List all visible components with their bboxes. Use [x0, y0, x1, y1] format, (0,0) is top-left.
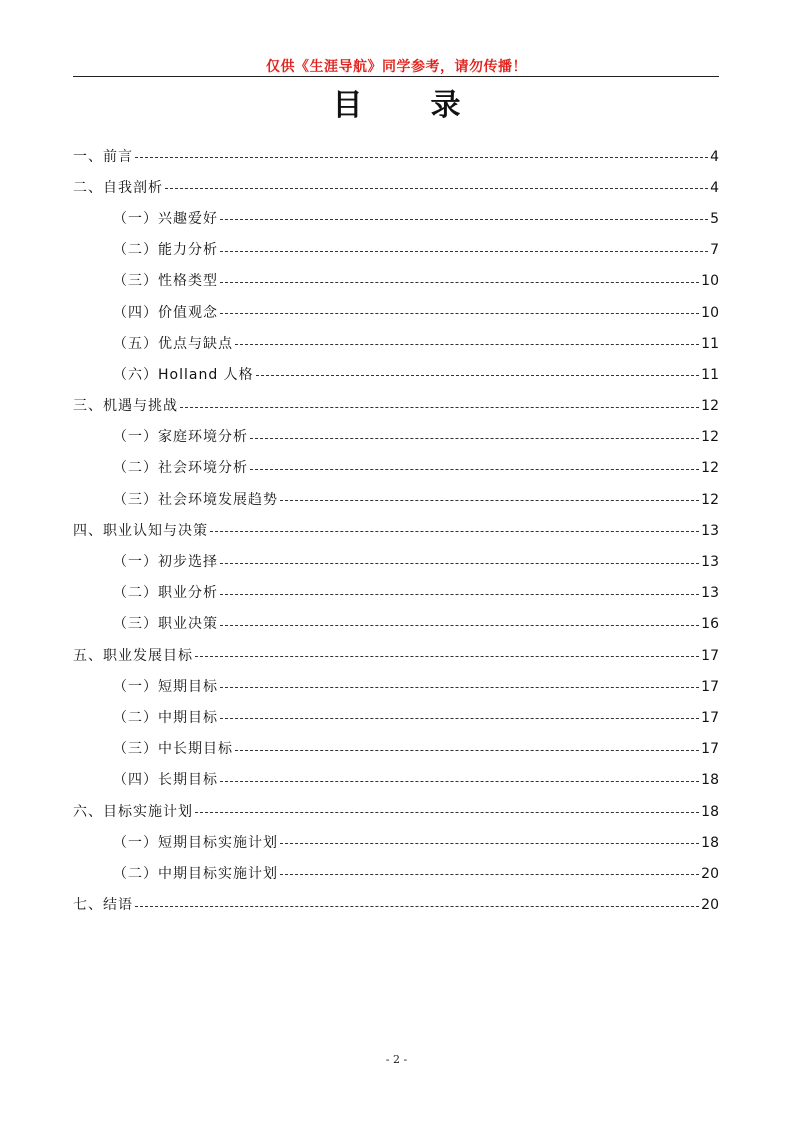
- toc-entry[interactable]: [73, 546, 719, 577]
- toc-entry-label: （三）社会环境发展趋势: [113, 491, 278, 508]
- toc-entry[interactable]: [73, 141, 719, 172]
- toc-entry-page: 18: [701, 772, 719, 789]
- toc-entry-label: （一）家庭环境分析: [113, 429, 248, 446]
- toc-entry[interactable]: [73, 266, 719, 297]
- toc-entry-page: 18: [701, 834, 719, 851]
- toc-entry-label: （三）性格类型: [113, 273, 218, 290]
- toc-leader-line: [220, 781, 699, 782]
- toc-entry-page: 16: [701, 616, 719, 633]
- toc-entry-page: 20: [701, 897, 719, 914]
- toc-entry-label: 二、自我剖析: [73, 179, 163, 196]
- toc-entry-page: 13: [701, 522, 719, 539]
- toc-entry-page: 12: [701, 398, 719, 415]
- toc-entry[interactable]: [73, 640, 719, 671]
- toc-entry-page: 17: [701, 678, 719, 695]
- toc-entry[interactable]: [73, 422, 719, 453]
- toc-entry-page: 13: [701, 554, 719, 571]
- toc-entry-page: 20: [701, 865, 719, 882]
- toc-entry[interactable]: [73, 515, 719, 546]
- toc-entry-page: 12: [701, 460, 719, 477]
- toc-entry-label: （二）中期目标实施计划: [113, 865, 278, 882]
- toc-entry-label: 四、职业认知与决策: [73, 522, 208, 539]
- toc-leader-line: [235, 750, 699, 751]
- toc-entry-label: （六）Holland 人格: [113, 366, 254, 383]
- toc-entry[interactable]: [73, 734, 719, 765]
- toc-leader-line: [280, 874, 699, 875]
- toc-entry[interactable]: [73, 796, 719, 827]
- toc-leader-line: [135, 906, 699, 907]
- toc-leader-line: [220, 687, 699, 688]
- toc-entry[interactable]: [73, 827, 719, 858]
- table-of-contents: [73, 141, 719, 921]
- toc-entry-page: 17: [701, 647, 719, 664]
- toc-leader-line: [220, 625, 699, 626]
- header-notice: 仅供《生涯导航》同学参考，请勿传播！: [266, 59, 527, 75]
- toc-entry-page: 18: [701, 803, 719, 820]
- toc-entry-label: （一）短期目标实施计划: [113, 834, 278, 851]
- toc-entry[interactable]: [73, 391, 719, 422]
- toc-entry-page: 11: [701, 366, 719, 383]
- toc-title: [0, 80, 793, 124]
- toc-leader-line: [180, 407, 699, 408]
- toc-leader-line: [280, 843, 699, 844]
- toc-entry-page: 10: [701, 304, 719, 321]
- toc-entry-page: 5: [710, 210, 719, 227]
- toc-entry-label: （三）中长期目标: [113, 741, 233, 758]
- toc-entry[interactable]: [73, 609, 719, 640]
- toc-entry-page: 10: [701, 273, 719, 290]
- toc-leader-line: [256, 375, 700, 376]
- toc-entry[interactable]: [73, 578, 719, 609]
- toc-entry-page: 17: [701, 741, 719, 758]
- toc-entry[interactable]: [73, 890, 719, 921]
- toc-entry[interactable]: [73, 765, 719, 796]
- toc-entry-label: （一）初步选择: [113, 554, 218, 571]
- toc-entry-label: 六、目标实施计划: [73, 803, 193, 820]
- toc-entry-page: 12: [701, 429, 719, 446]
- toc-entry[interactable]: [73, 203, 719, 234]
- toc-entry[interactable]: [73, 702, 719, 733]
- toc-entry-label: （一）兴趣爱好: [113, 210, 218, 227]
- toc-leader-line: [220, 594, 699, 595]
- toc-leader-line: [220, 313, 699, 314]
- toc-entry[interactable]: [73, 359, 719, 390]
- toc-leader-line: [220, 251, 708, 252]
- toc-leader-line: [235, 344, 699, 345]
- toc-leader-line: [220, 718, 699, 719]
- toc-leader-line: [165, 188, 708, 189]
- toc-entry-page: 13: [701, 585, 719, 602]
- toc-entry-label: （四）价值观念: [113, 304, 218, 321]
- toc-entry-page: 17: [701, 709, 719, 726]
- toc-entry-label: （四）长期目标: [113, 772, 218, 789]
- toc-entry[interactable]: [73, 297, 719, 328]
- page-number: - 2 -: [385, 1053, 408, 1066]
- toc-entry-label: （二）中期目标: [113, 709, 218, 726]
- toc-entry-label: 一、前言: [73, 148, 133, 165]
- toc-entry-page: 4: [710, 179, 719, 196]
- toc-entry-page: 11: [701, 335, 719, 352]
- toc-entry-label: 五、职业发展目标: [73, 647, 193, 664]
- toc-entry-label: （五）优点与缺点: [113, 335, 233, 352]
- toc-entry-label: （二）能力分析: [113, 242, 218, 259]
- toc-entry[interactable]: [73, 453, 719, 484]
- toc-leader-line: [220, 563, 699, 564]
- header-divider: [73, 76, 719, 77]
- toc-entry-label: （一）短期目标: [113, 678, 218, 695]
- toc-entry[interactable]: [73, 172, 719, 203]
- toc-entry-label: 三、机遇与挑战: [73, 398, 178, 415]
- toc-entry-label: 七、结语: [73, 897, 133, 914]
- toc-leader-line: [210, 531, 699, 532]
- toc-entry-page: 4: [710, 148, 719, 165]
- toc-entry-label: （二）社会环境分析: [113, 460, 248, 477]
- toc-leader-line: [195, 656, 699, 657]
- toc-entry-page: 7: [710, 242, 719, 259]
- toc-entry-label: （三）职业决策: [113, 616, 218, 633]
- toc-leader-line: [195, 812, 699, 813]
- toc-entry[interactable]: [73, 858, 719, 889]
- toc-entry-label: （二）职业分析: [113, 585, 218, 602]
- toc-title-char: 目: [332, 88, 363, 123]
- toc-entry[interactable]: [73, 671, 719, 702]
- toc-leader-line: [220, 219, 708, 220]
- toc-entry[interactable]: [73, 484, 719, 515]
- toc-leader-line: [220, 282, 699, 283]
- toc-leader-line: [250, 469, 699, 470]
- toc-title-char: 录: [430, 88, 461, 123]
- toc-leader-line: [135, 157, 708, 158]
- toc-leader-line: [250, 438, 699, 439]
- toc-entry-page: 12: [701, 491, 719, 508]
- toc-leader-line: [280, 500, 699, 501]
- toc-entry[interactable]: [73, 328, 719, 359]
- toc-entry[interactable]: [73, 235, 719, 266]
